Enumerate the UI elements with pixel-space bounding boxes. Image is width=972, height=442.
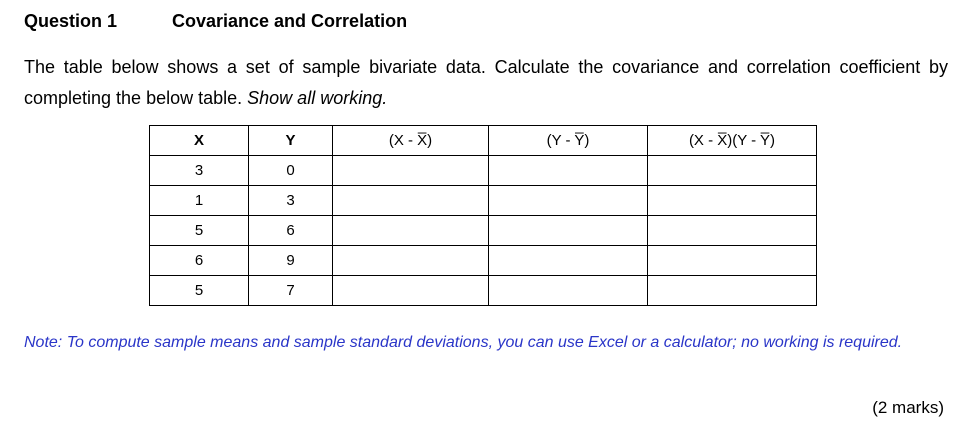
cell-y: 6: [249, 216, 333, 246]
cell-x: 1: [150, 186, 249, 216]
prompt-text: The table below shows a set of sample bivariate data. Calculate the covariance and correlation coefficient by completing the below table.: [24, 57, 948, 108]
cell-deviation-product[interactable]: [648, 216, 817, 246]
cell-y: 7: [249, 276, 333, 306]
header-y-deviation: (Y - Y̅): [489, 126, 648, 156]
header-x-deviation: (X - X̅): [333, 126, 489, 156]
question-topic: Covariance and Correlation: [172, 11, 408, 31]
question-label: Question 1: [24, 11, 118, 31]
table-row: [150, 216, 817, 246]
marks-label: (2 marks): [872, 398, 944, 417]
cell-x: 6: [150, 246, 249, 276]
question-prompt: [24, 52, 948, 114]
cell-y-deviation[interactable]: [489, 276, 648, 306]
cell-x-deviation[interactable]: [333, 276, 489, 306]
cell-y-deviation[interactable]: [489, 246, 648, 276]
table-row: [150, 156, 817, 186]
header-x: X: [150, 126, 249, 156]
cell-y: 0: [249, 156, 333, 186]
cell-x-deviation[interactable]: [333, 246, 489, 276]
cell-y-deviation[interactable]: [489, 156, 648, 186]
cell-x-deviation[interactable]: [333, 216, 489, 246]
cell-deviation-product[interactable]: [648, 276, 817, 306]
cell-x-deviation[interactable]: [333, 186, 489, 216]
cell-x: 5: [150, 216, 249, 246]
cell-deviation-product[interactable]: [648, 246, 817, 276]
cell-y: 9: [249, 246, 333, 276]
header-y: Y: [249, 126, 333, 156]
cell-y: 3: [249, 186, 333, 216]
table-row: [150, 186, 817, 216]
table-row: [150, 246, 817, 276]
cell-x-deviation[interactable]: [333, 156, 489, 186]
cell-y-deviation[interactable]: [489, 216, 648, 246]
bivariate-data-table: [149, 125, 817, 306]
question-heading: [24, 11, 408, 32]
cell-x: 5: [150, 276, 249, 306]
table-header-row: [150, 126, 817, 156]
cell-deviation-product[interactable]: [648, 186, 817, 216]
table-row: [150, 276, 817, 306]
cell-x: 3: [150, 156, 249, 186]
cell-y-deviation[interactable]: [489, 186, 648, 216]
prompt-emphasis: Show all working.: [247, 88, 388, 108]
cell-deviation-product[interactable]: [648, 156, 817, 186]
note-text: Note: To compute sample means and sample standard deviations, you can use Excel or a calculator; no working is required.: [24, 334, 903, 351]
header-deviation-product: (X - X̅)(Y - Y̅): [648, 126, 817, 156]
